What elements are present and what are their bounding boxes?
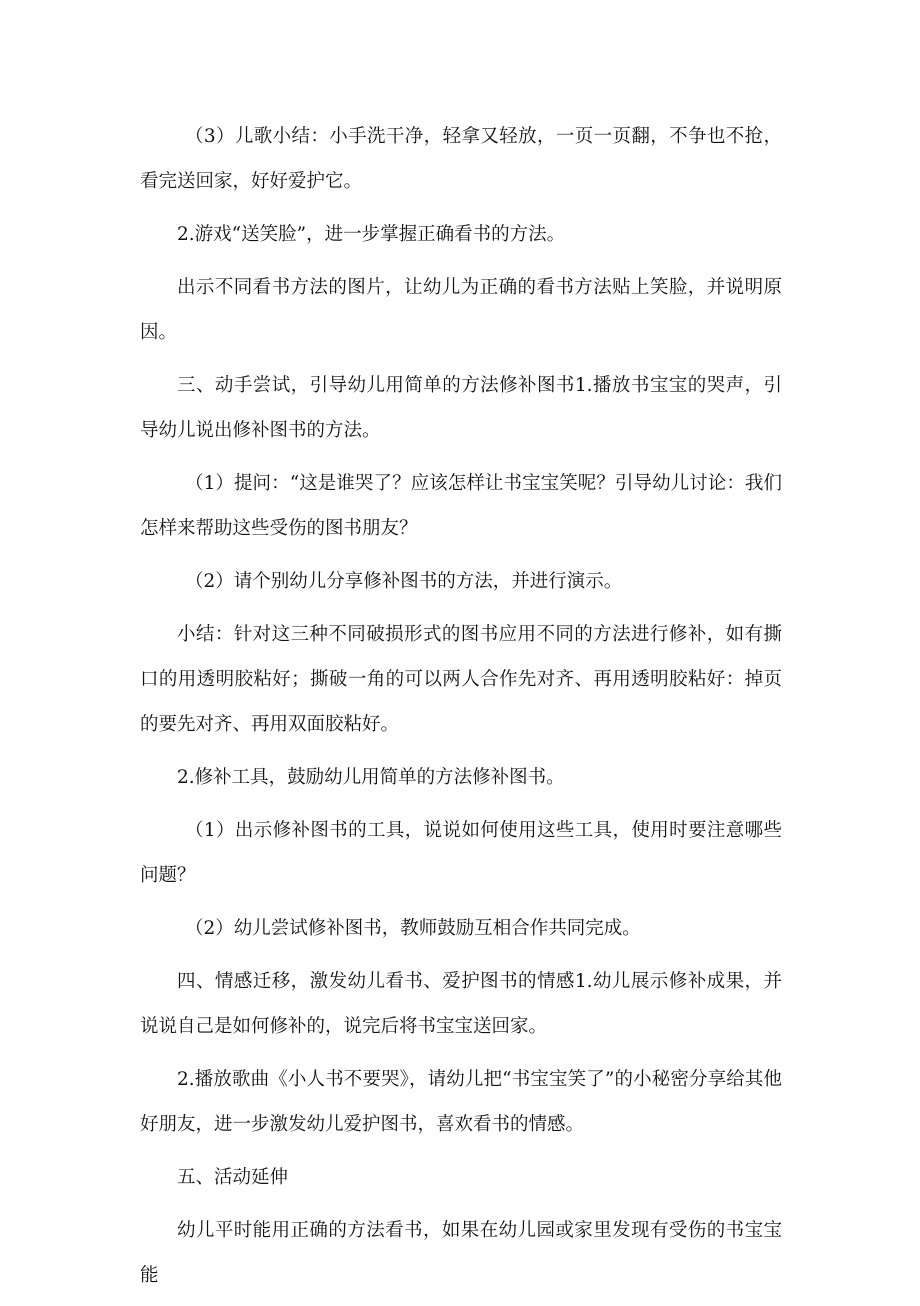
paragraph-extension-text: 幼儿平时能用正确的方法看书，如果在幼儿园或家里发现有受伤的书宝宝能 xyxy=(140,1220,782,1286)
paragraph-children-try: （2）幼儿尝试修补图书，教师鼓励互相合作共同完成。 xyxy=(185,918,641,939)
paragraph-section-four-heading: 四、情感迁移，激发幼儿看书、爱护图书的情感1.幼儿展示修补成果，并说说自己是如何修补的，说完后将书宝宝送回家。 xyxy=(140,971,782,1037)
paragraph-smile-game: 2.游戏“送笑脸”，进一步掌握正确看书的方法。 xyxy=(177,224,566,245)
paragraph-repair-summary: 小结：针对这三种不同破损形式的图书应用不同的方法进行修补，如有撕口的用透明胶粘好；撕破一角的可以两人合作先对齐、再用透明胶粘好：掉页的要先对齐、再用双面胶粘好。 xyxy=(140,624,782,735)
paragraph-question-prompt: （1）提问：“这是谁哭了？应该怎样让书宝宝笑呢？引导幼儿讨论：我们怎样来帮助这些受伤的图书朋友？ xyxy=(140,473,782,539)
paragraph-nursery-rhyme-summary: （3）儿歌小结：小手洗干净，轻拿又轻放，一页一页翻，不争也不抢，看完送回家，好好爱护它。 xyxy=(140,126,782,192)
paragraph-section-five-heading: 五、活动延伸 xyxy=(177,1167,289,1188)
paragraph-repair-tools: 2.修补工具，鼓励幼儿用简单的方法修补图书。 xyxy=(177,767,565,788)
paragraph-share-methods: （2）请个别幼儿分享修补图书的方法，并进行演示。 xyxy=(185,571,623,592)
paragraph-section-three-heading: 三、动手尝试，引导幼儿用简单的方法修补图书1.播放书宝宝的哭声，引导幼儿说出修补图书的方法。 xyxy=(140,375,782,441)
document-body xyxy=(140,114,782,1306)
paragraph-show-tools: （1）出示修补图书的工具，说说如何使用这些工具，使用时要注意哪些问题？ xyxy=(140,820,782,886)
paragraph-play-song: 2.播放歌曲《小人书不要哭》，请幼儿把“书宝宝笑了”的小秘密分享给其他好朋友，进一步激发幼儿爱护图书，喜欢看书的情感。 xyxy=(140,1069,782,1135)
paragraph-show-pictures: 出示不同看书方法的图片，让幼儿为正确的看书方法贴上笑脸，并说明原因。 xyxy=(140,277,782,343)
